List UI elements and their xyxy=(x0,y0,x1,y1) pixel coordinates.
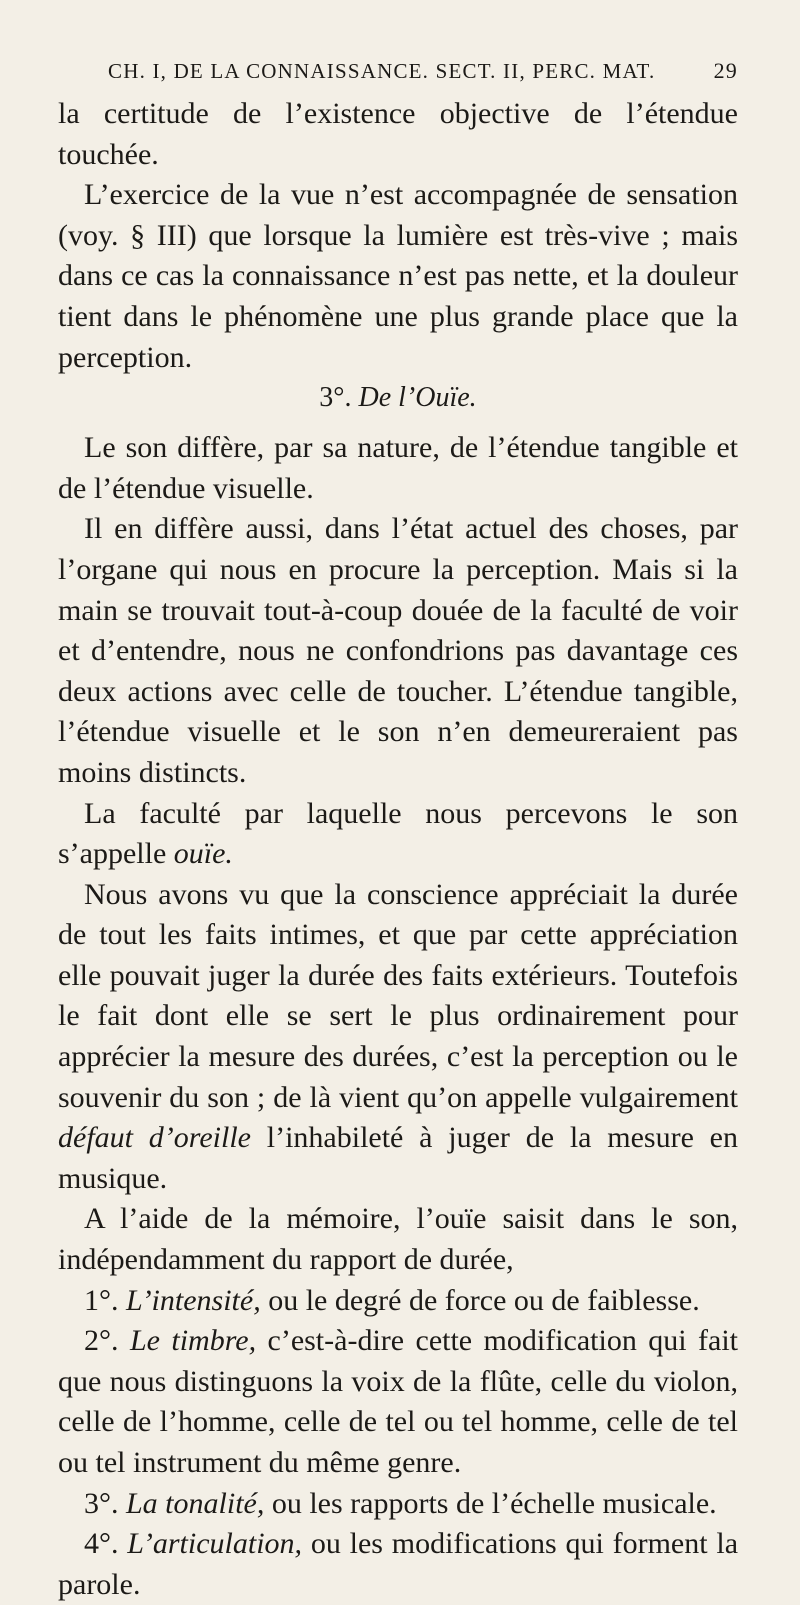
paragraph-memory: A l’aide de la mémoire, l’ouïe saisit dans le son, indépendamment du rapport de durée, xyxy=(58,1202,738,1277)
item-text: ou les rapports de l’échelle musicale. xyxy=(271,1486,717,1520)
item-text: ou le degré de force ou de faiblesse. xyxy=(268,1283,700,1317)
term-tonalite: La tonalité, xyxy=(126,1486,265,1520)
page-number: 29 xyxy=(713,58,738,83)
paragraph-sound-nature: Le son diffère, par sa nature, de l’étendue tangible et de l’étendue visuelle. xyxy=(58,431,738,505)
paragraph-continuation: la certitude de l’existence objective de l’étendue touchée. xyxy=(58,97,738,171)
paragraph-sound-organ: Il en diffère aussi, dans l’état actuel des choses, par l’organe qui nous en procure la perception. Mais si la main se trouvait tout-à-coup douée de la faculté de voir et d’entendre, nous ne confondrions pas davantage ces deux actions avec celle de toucher. L’étendue tangible, l’étendue visuelle et le son n’en demeureraient pas moins distincts. xyxy=(58,512,738,789)
paragraph-hearing-definition xyxy=(58,794,738,875)
paragraph-vision: L’exercice de la vue n’est accompagnée de sensation (voy. § III) que lorsque la lumière est très-vive ; mais dans ce cas la connaissance n’est pas nette, et la douleur tient dans le phénomène une plus grande place que la perception. xyxy=(58,178,738,374)
list-item-tonality xyxy=(58,1484,738,1525)
duration-text-end: l’inhabileté à juger de la mesure en musique. xyxy=(58,1121,738,1195)
item-number: 1°. xyxy=(84,1283,119,1317)
item-number: 3°. xyxy=(84,1486,119,1520)
item-number: 4°. xyxy=(84,1527,119,1561)
term-articulation: L’articulation, xyxy=(127,1527,303,1561)
item-text: ou les modifications qui forment la parole. xyxy=(58,1527,739,1601)
duration-text: Nous avons vu que la conscience appréciait la durée de tout les faits intimes, et que par cette appréciation elle pouvait juger la durée des faits extérieurs. Toutefois le fait dont elle se sert le plus ordinairement pour apprécier la mesure des durées, c’est la perception ou le souvenir du son ; de là vient qu’on appelle vulgairement xyxy=(58,877,738,1114)
hearing-definition-text: La faculté par laquelle nous percevons le son s’appelle xyxy=(58,796,738,871)
term-defaut-oreille: défaut d’oreille xyxy=(58,1121,251,1155)
list-item-articulation xyxy=(58,1524,738,1605)
list-item-intensity xyxy=(58,1281,738,1322)
running-head xyxy=(58,58,738,92)
term-ouie: ouïe. xyxy=(173,837,233,871)
item-number: 2°. xyxy=(84,1324,119,1358)
subheading-title: De l’Ouïe. xyxy=(358,382,477,414)
term-intensite: L’intensité, xyxy=(126,1283,261,1317)
item-text: c’est-à-dire cette modification qui fait que nous distinguons la voix de la flûte, celle du violon, celle de l’homme, celle de tel ou tel homme, celle de tel ou tel instrument du même genre. xyxy=(58,1324,739,1479)
running-head-text: CH. I, DE LA CONNAISSANCE. SECT. II, PERC. MAT. xyxy=(108,59,656,83)
subheading-number: 3°. xyxy=(319,382,352,414)
section-subheading xyxy=(58,378,738,422)
list-item-timbre xyxy=(58,1321,738,1483)
paragraph-duration xyxy=(58,875,738,1200)
term-timbre: Le timbre, xyxy=(129,1324,257,1358)
